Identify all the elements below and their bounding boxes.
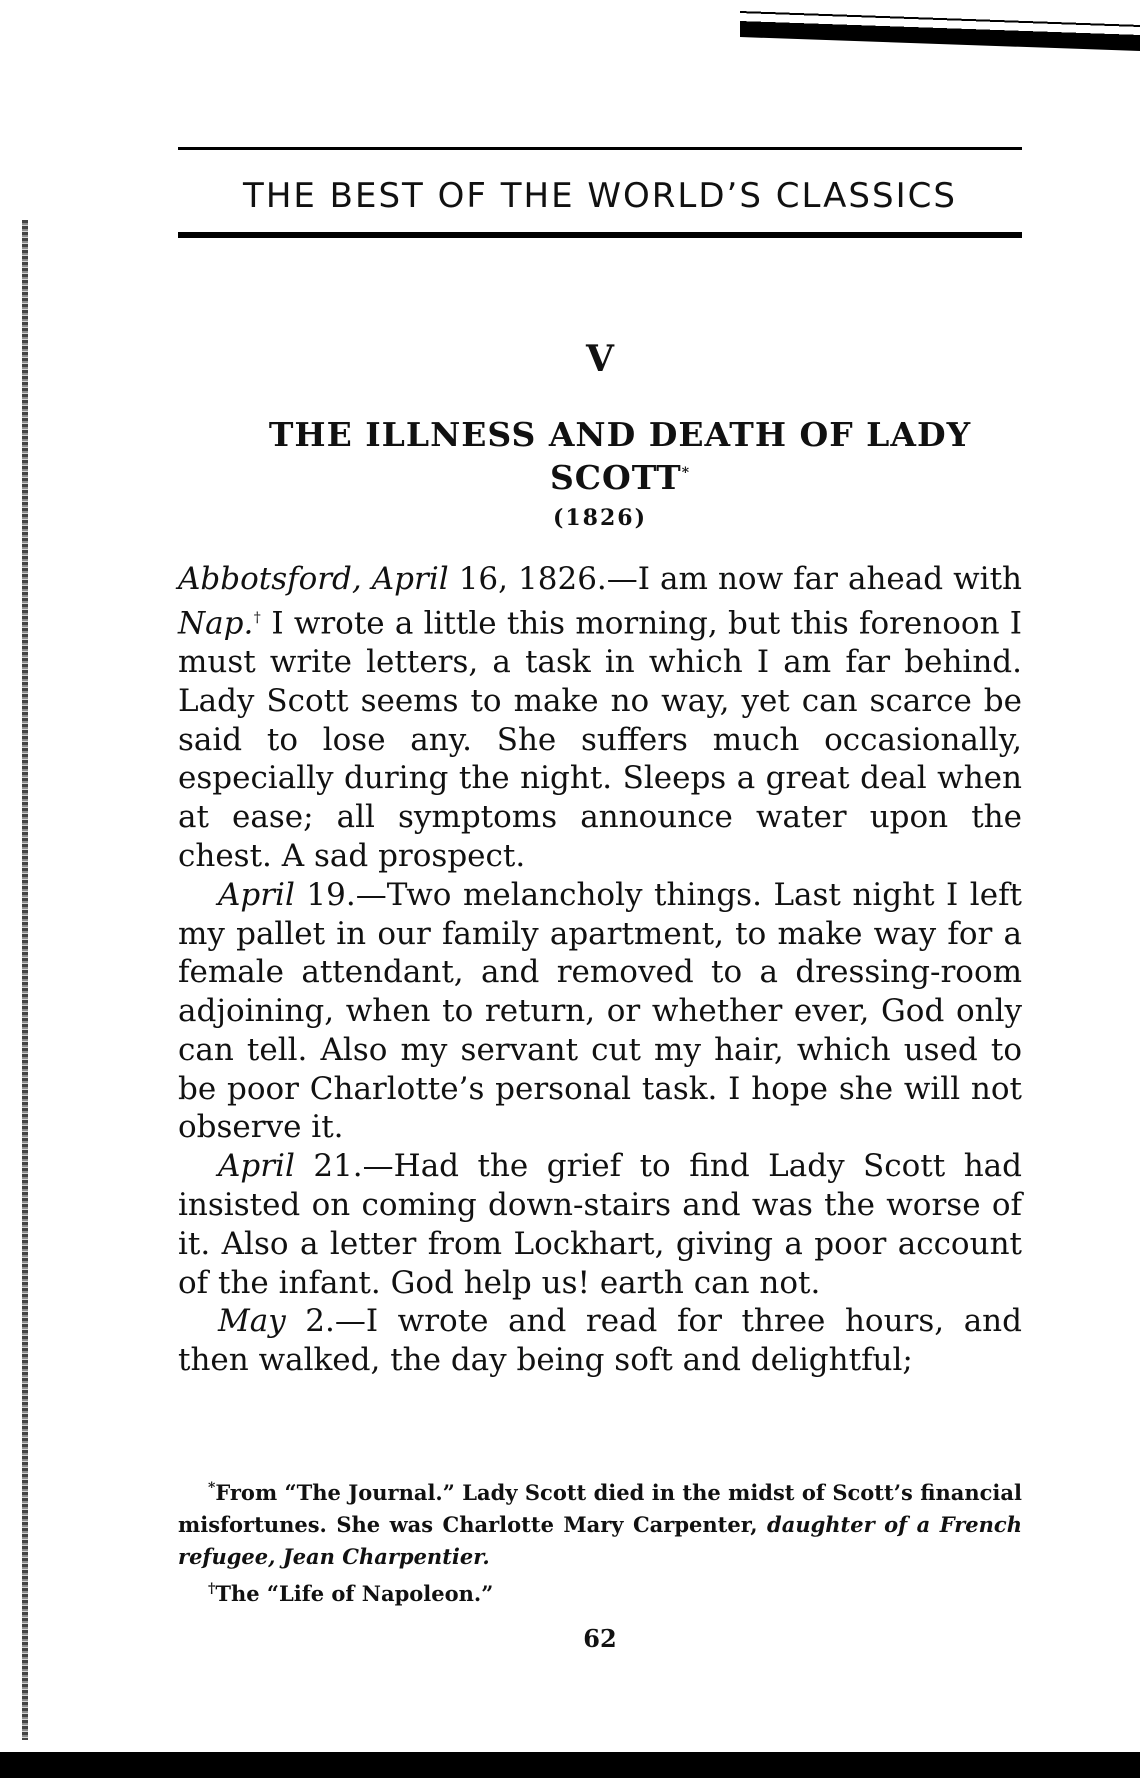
chapter-title [218,416,1022,497]
entry-date: May [218,1303,286,1340]
binding-edge [22,220,28,1740]
running-head: THE BEST OF THE WORLD’S CLASSICS [243,176,957,216]
journal-entry [178,1147,1022,1302]
entry-date: April [218,876,295,913]
footnotes [178,1472,1022,1610]
chapter-title-text: THE ILLNESS AND DEATH OF LADY SCOTT [268,415,972,497]
chapter-number: V [586,338,614,380]
header-rule-bottom [178,232,1022,238]
footnote [178,1573,1022,1610]
entry-text: 21.—Had the grief to find Lady Scott had insisted on coming down-stairs and was the worse of it. Also a letter from Lockhart, giving a poor account of the infant. God help us! earth can not. [178,1148,1022,1301]
journal-entry [178,1302,1022,1380]
chapter-title-footnote-mark: * [681,465,691,481]
page-edge-bottom [0,1752,1140,1778]
entry-footnote-mark: † [253,609,262,626]
page-number: 62 [583,1624,617,1653]
entry-text-continued: I wrote a little this morning, but this forenoon I must write letters, a task in which I am far behind. Lady Scott seems to make no way, yet can scarce be said to lose any. She suffers much occasionally, especially during the night. Sleeps a great deal when at ease; all symptoms announce water upon the chest. A sad prospect. [178,605,1023,874]
journal-entry [178,560,1022,876]
entry-text: 2.—I wrote and read for three hours, and then walked, the day being soft and delightful; [178,1303,1022,1379]
entry-date: April [218,1148,295,1185]
chapter-year: (1826) [552,505,648,531]
entry-date: Abbotsford, April [178,561,449,597]
footnote [178,1472,1022,1573]
footnote-mark: * [208,1480,216,1496]
footnote-text-italic: daughter of a French refugee, Jean Charpentier. [178,1512,1022,1569]
footnote-text: From “The Journal.” Lady Scott died in the midst of Scott’s financial misfortunes. She was Charlotte Mary Carpenter, [178,1480,1022,1537]
footnote-text: The “Life of Napoleon.” [215,1581,494,1606]
journal-entry [178,876,1022,1148]
footnote-mark: † [208,1581,216,1597]
entry-text: 19.—Two melancholy things. Last night I left my pallet in our family apartment, to make way for a female attendant, and removed to a dressing-room adjoining, when to return, or whether ever, God only can tell. Also my servant cut my hair, which used to be poor Charlotte’s personal task. I hope she will not observe it. [178,876,1022,1146]
entry-nap: Nap. [178,605,254,642]
page-edge-top [740,1,1140,51]
entry-text: 16, 1826.—I am now far ahead with [448,561,1022,597]
header-rule-top [178,147,1022,150]
journal-body [178,560,1022,1380]
